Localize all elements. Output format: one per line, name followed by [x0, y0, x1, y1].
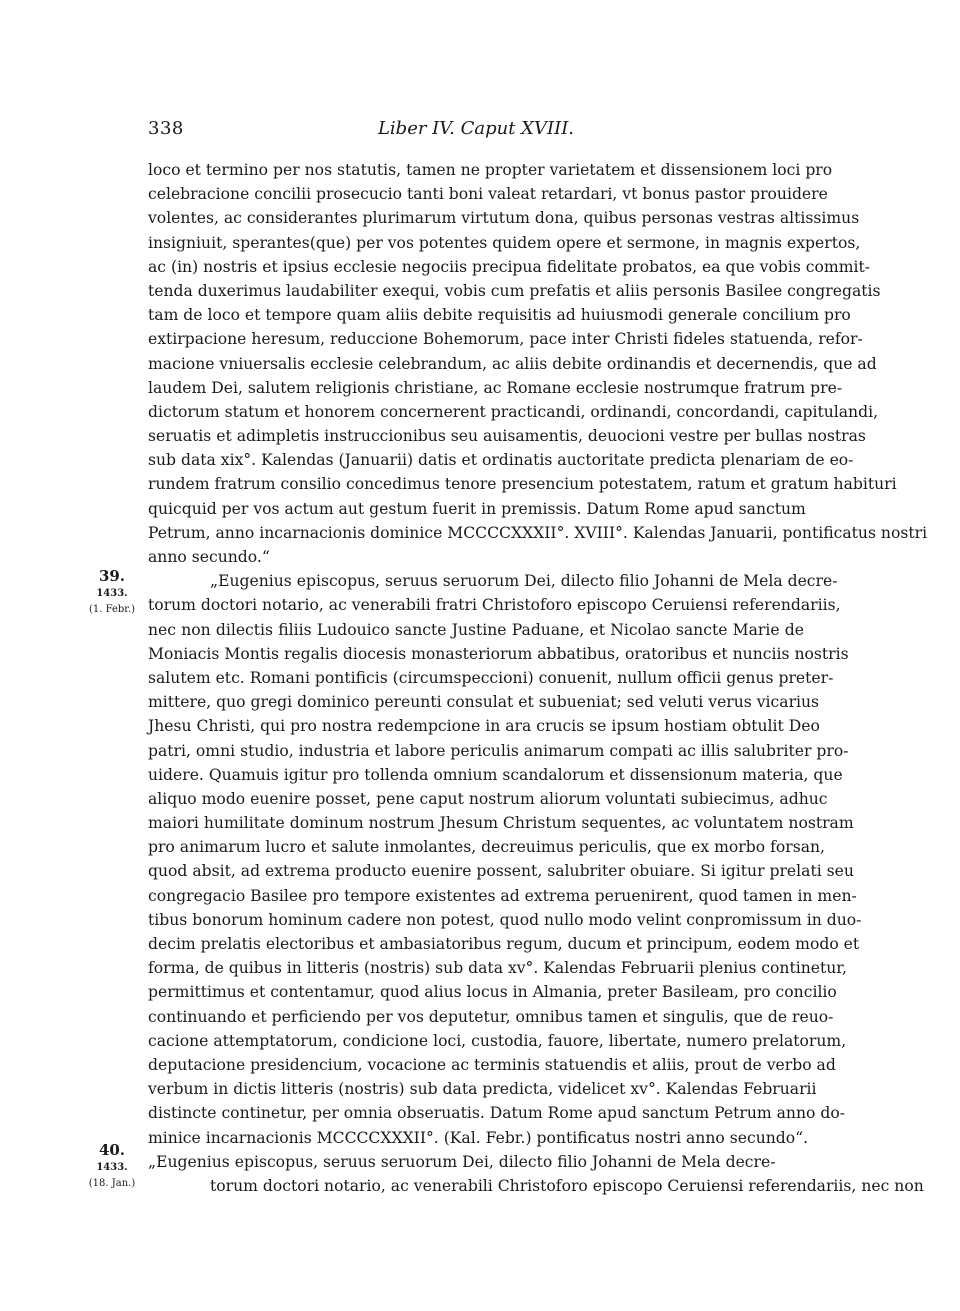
text-line: uidere. Quamuis igitur pro tollenda omnium scandalorum et dissensionum materia, que: [148, 765, 843, 784]
text-line: macione vniuersalis ecclesie celebrandum, ac aliis debite ordinandis et decernendis, que ad: [148, 354, 877, 373]
text-line: mittere, quo gregi dominico pereunti consulat et subueniat; sed veluti verus vicarius: [148, 693, 820, 712]
margin-note-year: 1433.: [96, 588, 128, 599]
text-line: Moniacis Montis regalis diocesis monasteriorum abbatibus, oratoribus et nunciis nostris: [148, 644, 849, 663]
margin-note-number: 40.: [98, 1141, 126, 1159]
text-line: extirpacione heresum, reduccione Bohemorum, pace inter Christi fideles statuenda, refor-: [148, 330, 863, 349]
text-line: deputacione presidencium, vocacione ac terminis statuendis et aliis, prout de verbo ad: [148, 1055, 836, 1074]
text-line: decim prelatis electoribus et ambasiatoribus regum, ducum et principum, eodem modo et: [148, 935, 860, 953]
text-line: forma, de quibus in litteris (nostris) sub data xv°. Kalendas Februarii plenius continetur,: [148, 959, 847, 978]
text-line: distincte continetur, per omnia obseruatis. Datum Rome apud sanctum Petrum anno do-: [148, 1104, 845, 1123]
margin-note: [77, 566, 147, 618]
text-line: aliquo modo euenire posset, pene caput nostrum aliorum voluntati subiecimus, adhuc: [148, 789, 828, 808]
text-line: permittimus et contentamur, quod alius locus in Almania, preter Basileam, pro concilio: [148, 983, 837, 1002]
text-line: celebracione concilii prosecucio tanti boni valeat retardari, vt bonus pastor prouidere: [148, 185, 828, 204]
text-line: „Eugenius episcopus, seruus seruorum Dei, dilecto filio Johanni de Mela decre-: [148, 1152, 776, 1171]
page-header: [148, 118, 804, 148]
text-line: pro animarum lucro et salute inmolantes, decreuimus periculis, que ex morbo forsan,: [148, 838, 825, 857]
text-line: anno secundo.“: [148, 548, 270, 566]
margin-note-number: 39.: [98, 567, 126, 585]
text-line: „Eugenius episcopus, seruus seruorum Dei, dilecto filio Johanni de Mela decre-: [210, 572, 838, 591]
text-line: sub data xix°. Kalendas (Januarii) datis et ordinatis auctoritate predicta plenariam de eo-: [148, 451, 854, 470]
text-line: torum doctori notario, ac venerabili Christoforo episcopo Ceruiensi referendariis, nec non: [210, 1176, 924, 1195]
text-line: tibus bonorum hominum cadere non potest, quod nullo modo velint conpromissum in duo-: [148, 910, 862, 929]
text-line: rundem fratrum consilio concedimus tenore presencium potestatem, ratum et gratum habituri: [148, 475, 897, 494]
text-line: cacione attemptatorum, condicione loci, custodia, fauore, libertate, numero prelatorum,: [148, 1031, 847, 1050]
text-line: laudem Dei, salutem religionis christiane, ac Romane ecclesie nostrumque fratrum pre-: [148, 378, 843, 397]
margin-note: [77, 1140, 147, 1192]
text-line: tenda duxerimus laudabiliter exequi, vobis cum prefatis et aliis personis Basilee congregatis: [148, 281, 881, 300]
text-line: seruatis et adimpletis instruccionibus seu auisamentis, deuocioni vestre per bullas nostras: [148, 427, 866, 446]
text-line: Petrum, anno incarnacionis dominice MCCCCXXXII°. XVIII°. Kalendas Januarii, pontificatus nostri: [148, 523, 928, 542]
body-text: [148, 158, 928, 1222]
text-line: nec non dilectis filiis Ludouico sancte Justine Paduane, et Nicolao sancte Marie de: [148, 620, 804, 639]
text-line: salutem etc. Romani pontificis (circumspeccioni) conuenit, nullum officii genus preter-: [148, 668, 834, 687]
text-line: Jhesu Christi, qui pro nostra redempcione in ara crucis se ipsum hostiam obtulit Deo: [148, 717, 820, 736]
text-line: maiori humilitate dominum nostrum Jhesum Christum sequentes, ac voluntatem nostram: [148, 814, 854, 833]
text-line: congregacio Basilee pro tempore existentes ad extrema peruenirent, quod tamen in men-: [148, 886, 857, 905]
text-line: tam de loco et tempore quam aliis debite requisitis ad huiusmodi generale concilium pro: [148, 306, 851, 325]
text-line: [148, 1198, 804, 1222]
text-line: verbum in dictis litteris (nostris) sub data predicta, videlicet xv°. Kalendas Februarii: [148, 1080, 817, 1099]
margin-note-date: (1. Febr.): [88, 604, 136, 615]
page-number: 338: [148, 118, 184, 139]
text-line: continuando et perficiendo per vos deputetur, omnibus tamen et singulis, que de reuo-: [148, 1007, 834, 1026]
text-line: minice incarnacionis MCCCCXXXII°. (Kal. Febr.) pontificatus nostri anno secundo“.: [148, 1128, 809, 1147]
text-line: ac (in) nostris et ipsius ecclesie negociis precipua fidelitate probatos, ea que vobis commit-: [148, 257, 871, 276]
text-line: insigniuit, sperantes(que) per vos potentes quidem opere et sermone, in magnis expertos,: [148, 233, 861, 252]
text-line: volentes, ac considerantes plurimarum virtutum dona, quibus personas vestras altissimus: [148, 209, 860, 228]
text-line: loco et termino per nos statutis, tamen ne propter varietatem et dissensionem loci pro: [148, 161, 833, 179]
margin-note-year: 1433.: [96, 1162, 128, 1173]
text-line: torum doctori notario, ac venerabili fratri Christoforo episcopo Ceruiensi referendariis,: [148, 596, 841, 615]
margin-note-date: (18. Jan.): [88, 1178, 136, 1189]
running-head: Liber IV. Caput XVIII.: [377, 118, 575, 139]
text-line: dictorum statum et honorem concernerent practicandi, ordinandi, concordandi, capitulandi,: [148, 402, 879, 421]
text-line: quod absit, ad extrema producto euenire possent, salubriter obuiare. Si igitur prelati seu: [148, 862, 854, 881]
text-line: patri, omni studio, industria et labore periculis animarum compati ac illis salubriter pro-: [148, 741, 849, 760]
text-line: quicquid per vos actum aut gestum fuerit in premissis. Datum Rome apud sanctum: [148, 499, 806, 518]
